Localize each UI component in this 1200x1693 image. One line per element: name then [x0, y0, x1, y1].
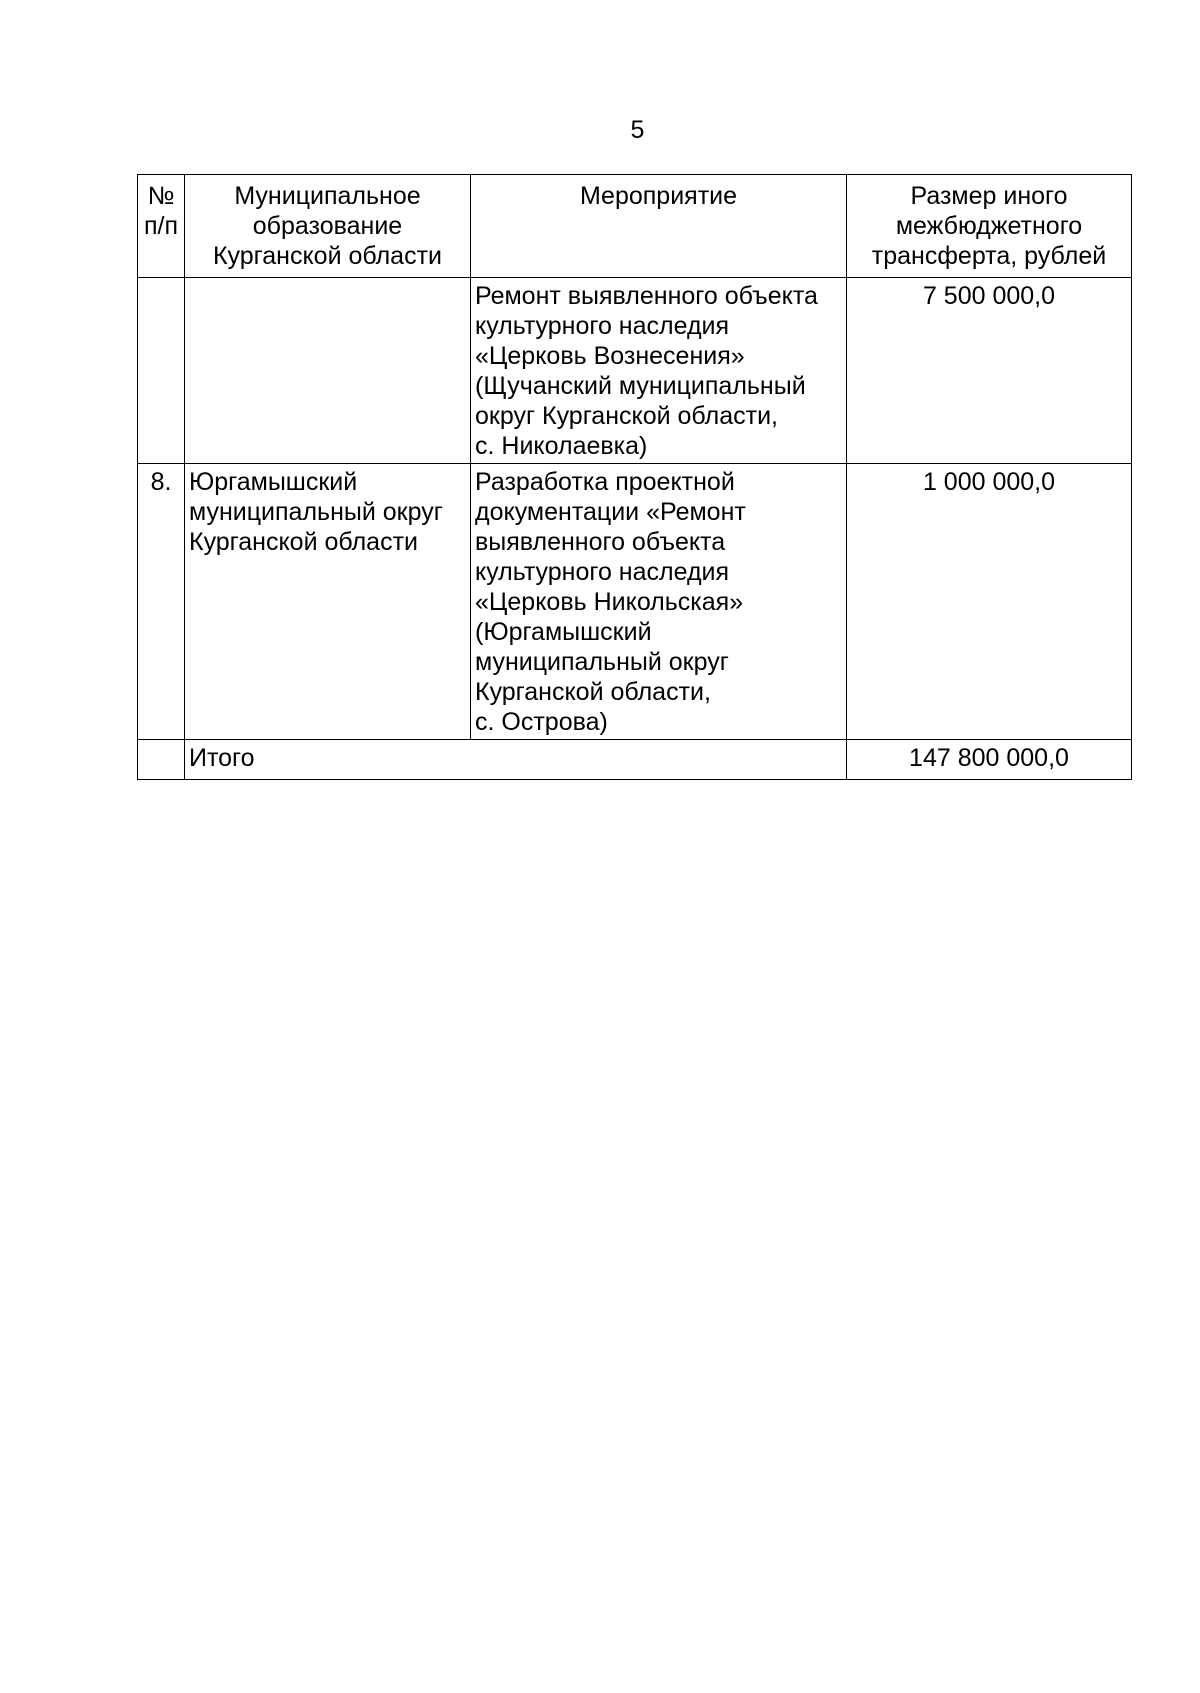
row-activity: Разработка проектной документации «Ремонт выявленного объекта культурного наследия «Церковь Никольская» (Юргамышский муниципальный округ Курганской области, с. Острова)	[471, 464, 847, 740]
total-row	[138, 740, 1132, 780]
total-amount: 147 800 000,0	[847, 740, 1132, 780]
row-num: 8.	[138, 464, 185, 740]
table-row	[138, 278, 1132, 464]
total-num-cell	[138, 740, 185, 780]
row-municipality: Юргамышский муниципальный округ Курганской области	[185, 464, 471, 740]
row-amount: 1 000 000,0	[847, 464, 1132, 740]
row-amount: 7 500 000,0	[847, 278, 1132, 464]
table-header-row	[138, 175, 1132, 278]
header-municipality: Муниципальное образование Курганской области	[185, 175, 471, 278]
row-municipality	[185, 278, 471, 464]
row-num	[138, 278, 185, 464]
header-num: № п/п	[138, 175, 185, 278]
header-activity: Мероприятие	[471, 175, 847, 278]
table-row	[138, 464, 1132, 740]
transfer-table	[137, 174, 1132, 780]
page-number: 5	[630, 116, 645, 144]
row-activity: Ремонт выявленного объекта культурного наследия «Церковь Вознесения» (Щучанский муниципальный округ Курганской области, с. Николаевка)	[471, 278, 847, 464]
header-amount: Размер иного межбюджетного трансферта, рублей	[847, 175, 1132, 278]
total-label: Итого	[185, 740, 847, 780]
